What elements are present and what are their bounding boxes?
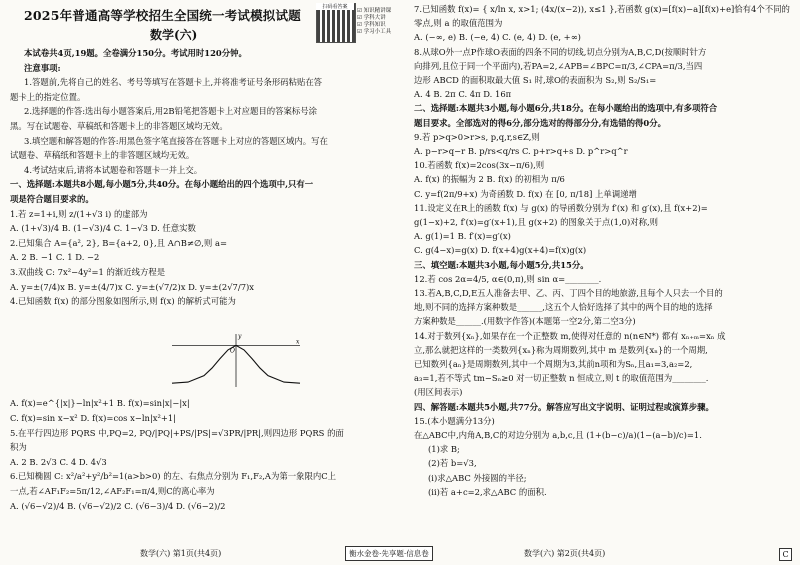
left-line: 2.选择题的作答:选出每小题答案后,用2B铅笔把答题卡上对应题目的答案标号涂 [24, 106, 317, 117]
exam-subtitle: 数学(六) [150, 28, 198, 42]
right-line: 四、解答题:本题共5小题,共77分。解答应写出文字说明、证明过程或演算步骤。 [414, 401, 714, 412]
origin-label: O [230, 347, 235, 355]
right-line: C. g(4−x)=g(x) D. f(x+4)g(x+4)=f(x)g(x) [414, 245, 587, 256]
right-line: (ⅰ)求△ABC 外接圆的半径; [428, 472, 527, 483]
left-line: 一、选择题:本题共8小题,每小题5分,共40分。在每小题给出的四个选项中,只有一 [10, 179, 314, 190]
right-line: 10.若函数 f(x)=2cos(3x−π/6),则 [414, 160, 545, 171]
left-line: 项是符合题目要求的。 [10, 194, 94, 204]
right-line: A. f(x) 的振幅为 2 B. f(x) 的初相为 π/6 [414, 174, 565, 185]
left-line: 题卡上的指定位置。 [10, 91, 86, 102]
left-line: 黑。写在试题卷、草稿纸和答题卡上的非答题区域均无效。 [10, 121, 228, 131]
right-line: 8.从球O外一点P作球O表面的四条不同的切线,切点分别为A,B,C,D(按顺时针方 [414, 46, 707, 57]
left-line: 4.已知函数 f(x) 的部分图象如图所示,则 f(x) 的解析式可能为 [10, 296, 236, 307]
right-line: A. (−∞, e) B. (−e, 4) C. (e, 4) D. (e, +∞) [414, 32, 581, 43]
right-line: 向排列,且位于同一个平面内),若PA=2,∠APB=∠BPC=π/3,∠CPA=π/3,当四 [414, 60, 703, 71]
right-column [404, 0, 800, 565]
right-line: 地,则不同的选择方案种数是______,这五个人恰好选择了其中的两个目的地的选择 [414, 302, 713, 313]
left-line: 注意事项: [24, 62, 61, 73]
left-line: A. (√6−√2)/4 B. (√6−√2)/2 C. (√6−3)/4 D. (√6−2)/2 [10, 500, 226, 511]
footer-right: 数学(六) 第2页(共4页) [524, 549, 606, 558]
right-line: a₃=1,若不等式 tm−Sₙ≥0 对一切正整数 n 恒成立,则 t 的取值范围为________. [414, 373, 709, 384]
right-line: A. g(1)=1 B. f′(x)=g′(x) [414, 231, 511, 242]
right-line: 边形 ABCD 的面积取最大值 S₁ 时,球O的表面积为 S₂,则 S₂/S₁= [414, 75, 657, 85]
left-line: 4.考试结束后,请将本试题卷和答题卡一并上交。 [24, 164, 203, 175]
right-line: (2)若 b=√3, [428, 458, 477, 469]
left-line: 2.已知集合 A={a², 2}, B={a+2, 0},且 A∩B≠∅,则 a= [10, 237, 227, 248]
qr-label: 扫码看答案 [316, 3, 354, 10]
right-line: A. p−r>q−r B. p/rs<q/rs C. p+r>q+s D. p^r>q^r [414, 146, 628, 156]
left-line: 1.若 z=1+i,则 z/(1+√3 i) 的虚部为 [10, 208, 148, 219]
right-line: 立,那么就把这样的一类数列{xₙ}称为周期数列,其中 m 是数列{xₙ}的一个周期, [414, 344, 708, 355]
left-line: 本试卷共4页,19题。全卷满分150分。考试用时120分钟。 [24, 48, 247, 58]
qr-item: ☑ 学习小工具 [357, 29, 392, 35]
qr-items [357, 8, 391, 36]
left-line: A. 2 B. 2√3 C. 4 D. 4√3 [10, 456, 107, 467]
left-line: 6.已知椭圆 C: x²/a²+y²/b²=1(a>b>0) 的左、右焦点分别为 F₁,F₂,A为第一象限内C上 [10, 471, 336, 482]
right-line: 14.对于数列{xₙ},如果存在一个正整数 m,使得对任意的 n(n∈N*) 都有 xₙ₊ₘ=xₙ 成 [414, 330, 726, 341]
left-line: 积为 [10, 442, 27, 453]
left-line: C. f(x)=sin x−x² D. f(x)=cos x−ln|x²+1| [10, 413, 177, 423]
right-line: (ⅱ)若 a+c=2,求△ABC 的面积. [428, 486, 547, 497]
right-line: 11.设定义在R上的函数 f(x) 与 g(x) 的导函数分别为 f′(x) 和 g′(x),且 f(x+2)= [414, 202, 708, 213]
left-line: 3.填空题和解答题的作答:用黑色签字笔直接答在答题卡上对应的答题区域内。写在 [24, 135, 328, 146]
qr-item: ☑ 学科知识 [357, 22, 386, 28]
right-line: (1)求 B; [428, 444, 460, 455]
function-graph [166, 328, 306, 393]
y-axis-label: y [238, 333, 242, 340]
right-line: A. 4 B. 2π C. 4π D. 16π [414, 89, 512, 100]
exam-title: 2025年普通高等学校招生全国统一考试模拟试题 [24, 8, 301, 23]
right-line: 13.若A,B,C,D,E五人准备去甲、乙、丙、丁四个目的地旅游,且每个人只去一个目的 [414, 288, 723, 298]
left-line: A. 2 B. −1 C. 1 D. −2 [10, 252, 100, 263]
right-line: 15.(本小题满分13分) [414, 415, 495, 426]
corner-mark: C [779, 548, 792, 561]
qr-item: ☑ 知识精讲课 [357, 8, 392, 14]
left-line: 1.答题前,先将自己的姓名、考号等填写在答题卡上,并将准考证号条形码粘贴在答 [24, 77, 323, 88]
right-line: 方案种数是______.(用数字作答)(本题第一空2分,第二空3分) [414, 316, 636, 327]
left-line: A. f(x)=e^{|x|}−ln|x²+1 B. f(x)=sin|x|−|x| [10, 398, 190, 409]
left-line: A. (1+√3)/4 B. (1−√3)/4 C. 1−√3 D. 任意实数 [10, 223, 196, 234]
right-line: 7.已知函数 f(x)= { x/ln x, x>1; (4x/(x−2)), x≤1 },若函数 g(x)=[f(x)−a][f(x)+e]恰有4个不同的 [414, 4, 790, 14]
x-axis-label: x [296, 338, 300, 346]
left-line: 3.双曲线 C: 7x²−4y²=1 的渐近线方程是 [10, 267, 166, 277]
right-line: 零点,则 a 的取值范围为 [414, 18, 503, 29]
left-line: 试题卷、草稿纸和答题卡上的非答题区域均无效。 [10, 150, 195, 161]
right-line: 已知数列{aₙ}是周期数列,其中一个周期为3,其前n项和为Sₙ,且a₁=3,a₂=2, [414, 359, 693, 369]
right-line: (用区间表示) [414, 387, 463, 398]
right-line: 题目要求。全部选对的得6分,部分选对的得部分分,有选错的得0分。 [414, 117, 666, 128]
right-line: 12.若 cos 2α=4/5, α∈(0,π),则 sin α=________. [414, 273, 602, 284]
right-line: C. y=f(2π/9+x) 为奇函数 D. f(x) 在 [0, π/18] 上单调递增 [414, 188, 637, 199]
left-line: A. y=±(7/4)x B. y=±(4/7)x C. y=±(√7/2)x D. y=±(2√7/7)x [10, 281, 255, 292]
right-line: 9.若 p>q>0>r>s, p,q,r,s∈Z,则 [414, 131, 540, 142]
right-line: g(1−x)+2, f′(x)=g′(x+1),且 g(x+2) 的图象关于点(1,0)对称,则 [414, 217, 658, 227]
left-line: 一点,若∠AF₁F₂=5π/12,∠AF₂F₁=π/4,则C的离心率为 [10, 486, 215, 496]
publisher-badge: 衡水金卷·先享题·信息卷 [345, 546, 433, 561]
right-line: 二、选择题:本题共3小题,每小题6分,共18分。在每小题给出的选项中,有多项符合 [414, 103, 718, 114]
left-line: 5.在平行四边形 PQRS 中,PQ=2, PQ/|PQ|+PS/|PS|=√3PR/|PR|,则四边形 PQRS 的面 [10, 427, 344, 438]
right-line: 在△ABC中,内角A,B,C的对边分别为 a,b,c,且 (1+(b−c)/a)(1−(a−b)/c)=1. [414, 430, 702, 440]
qr-item: ☑ 学科大讲 [357, 15, 386, 21]
right-line: 三、填空题:本题共3小题,每小题5分,共15分。 [414, 259, 589, 270]
footer-left: 数学(六) 第1页(共4页) [140, 549, 222, 558]
